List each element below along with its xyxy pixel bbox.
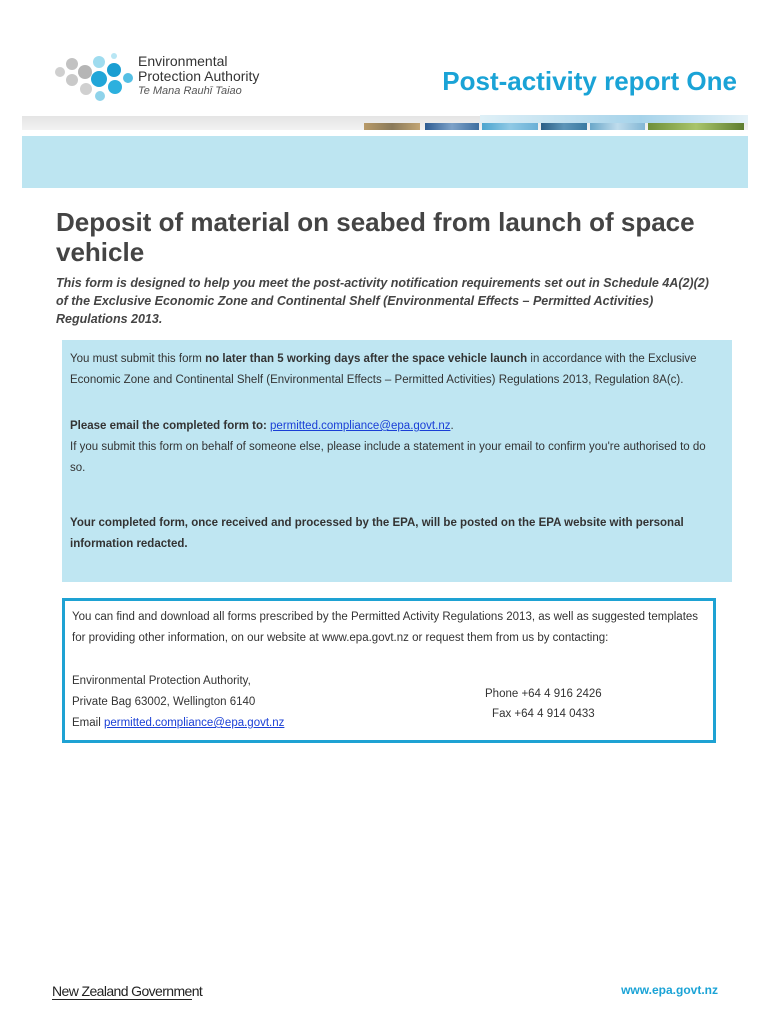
email-paragraph: [70, 416, 724, 437]
deadline-paragraph: [70, 349, 724, 391]
behalf-paragraph: If you submit this form on behalf of someone else, please include a statement in your email to confirm you're authorised to do so.: [70, 441, 706, 474]
logo-text-line3: Te Mana Rauhī Taiao: [138, 85, 242, 97]
deadline-text-start: You must submit this form: [70, 353, 206, 365]
deadline-text-end: in accordance with the Exclusive Economic Zone and Continental Shelf (Environmental Effects – Permitted Activities) Regulations 2013, Regulation 8A(c).: [70, 353, 697, 386]
epa-logo: [52, 52, 312, 104]
contact-box: [62, 598, 716, 743]
contact-address: [72, 671, 284, 734]
contact-email-line: [72, 713, 284, 734]
contact-email-link[interactable]: permitted.compliance@epa.govt.nz: [103, 717, 285, 729]
banner-image-strip: [648, 123, 744, 130]
banner-image-strip: [364, 123, 420, 130]
nz-government-logo: New Zealand Government: [52, 983, 203, 999]
contact-phone: Phone +64 4 916 2426: [485, 688, 602, 700]
report-title: Post-activity report One: [442, 66, 737, 96]
document-title: Deposit of material on seabed from launch of space vehicle: [56, 207, 695, 267]
logo-text-line1: Environmental: [138, 53, 228, 69]
contact-intro: You can find and download all forms prescribed by the Permitted Activity Regulations 2013, as well as suggested templates for providing other information, on our website at www.epa.govt.nz or request them from us by contacting:: [72, 611, 699, 644]
submission-info-box: [62, 340, 732, 582]
intro-text: This form is designed to help you meet the post-activity notification requirements set out in Schedule 4A(2)(2) of the Exclusive Economic Zone and Continental Shelf (Environmental Effects – Permitted Activities) Regulations 2013.: [56, 276, 709, 326]
epa-dots-icon: [52, 52, 134, 104]
logo-text-line2: Protection Authority: [138, 68, 260, 84]
contact-phone-fax: [485, 684, 602, 724]
contact-fax: Fax +64 4 914 0433: [492, 708, 595, 720]
banner-image-strip: [425, 123, 479, 130]
contact-org: Environmental Protection Authority,: [72, 675, 251, 687]
banner-image-strip: [541, 123, 587, 130]
email-link[interactable]: permitted.compliance@epa.govt.nz: [270, 420, 451, 432]
contact-postal: Private Bag 63002, Wellington 6140: [72, 696, 256, 708]
nz-government-underline: [52, 999, 192, 1000]
banner-wave: [480, 115, 748, 123]
posted-paragraph: [70, 513, 724, 555]
footer-website[interactable]: www.epa.govt.nz: [621, 983, 718, 997]
posted-bold: Your completed form, once received and processed by the EPA, will be posted on the EPA website with personal information redacted.: [70, 517, 684, 550]
contact-email-label: Email: [72, 717, 104, 729]
banner-image-strip: [590, 123, 645, 130]
deadline-bold: no later than 5 working days after the space vehicle launch: [205, 353, 528, 365]
header-band: [22, 136, 748, 188]
banner-image-strip: [482, 123, 538, 130]
email-label: Please email the completed form to:: [70, 420, 271, 432]
email-period: .: [450, 420, 454, 432]
